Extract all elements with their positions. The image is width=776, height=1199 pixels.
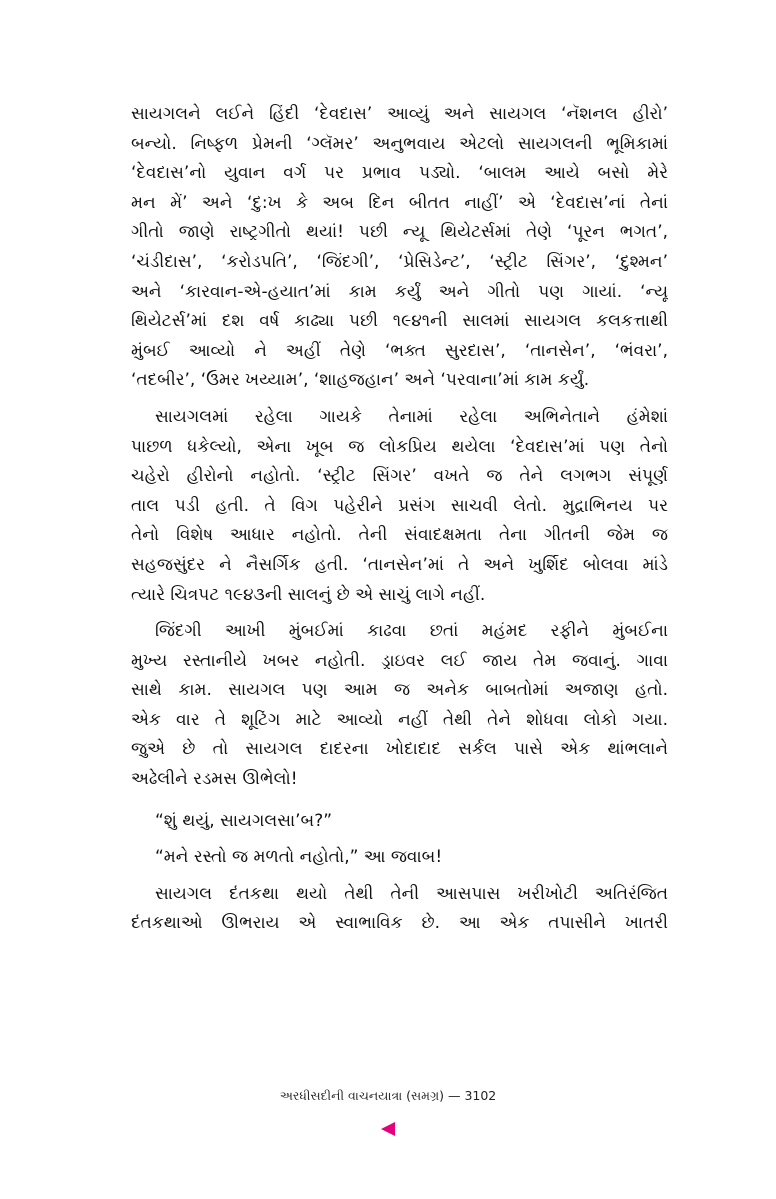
paragraph-gap bbox=[131, 873, 668, 880]
paragraph-gap bbox=[131, 836, 668, 843]
paragraph-2 bbox=[131, 403, 668, 610]
text-line: બન્યો. નિષ્ફળ પ્રેમની ‘ગ્લૅમર’ અનુભવાય એટલો સાયગલની ભૂમિકામાં bbox=[131, 133, 668, 154]
previous-page-triangle-icon[interactable] bbox=[381, 1122, 395, 1136]
text-line: સાયગલ દંતકથા થયો તેથી તેની આસપાસ ખરીખોટી અતિરંજિત bbox=[155, 883, 668, 904]
text-line: એક વાર તે શૂટિંગ માટે આવ્યો નહીં તેથી તેને શોધવા લોકો ગયા. bbox=[131, 709, 668, 730]
paragraph-gap bbox=[131, 610, 668, 617]
text-line: મન મેં’ અને ‘દુ:ખ કે અબ દિન બીતત નાહીં’ એ ‘દેવદાસ’નાં તેનાં bbox=[131, 192, 668, 213]
text-line: જુએ છે તો સાયગલ દાદરના ખોદાદાદ સર્કલ પાસે એક થાંભલાને bbox=[131, 739, 668, 760]
text-line: ‘ચંડીદાસ’, ‘કરોડપતિ’, ‘જિંદગી’, ‘પ્રેસિડેન્ટ’, ‘સ્ટ્રીટ સિંગર’, ‘દુશ્મન’ bbox=[131, 251, 668, 272]
text-line: ત્યારે ચિત્રપટ ૧૯૪૩ની સાલનું છે એ સાચું લાગે નહીં. bbox=[131, 584, 486, 605]
text-line: સાથે કામ. સાયગલ પણ આમ જ અનેક બાબતોમાં અજાણ હતો. bbox=[131, 680, 668, 701]
dialog-line: “શું થયું, સાયગલસા’બ?” bbox=[155, 810, 333, 831]
paragraph-gap bbox=[131, 795, 668, 807]
text-line: થિયેટર્સ’માં દશ વર્ષ કાઢ્યા પછી ૧૯૪૧ની સાલમાં સાયગલ કલકત્તાથી bbox=[131, 311, 668, 332]
text-line: અઢેલીને રડમસ ઊભેલો! bbox=[131, 769, 298, 790]
text-line: દંતકથાઓ ઊભરાય એ સ્વાભાવિક છે. આ એક તપાસીને ખાતરી bbox=[131, 913, 668, 934]
body-text bbox=[131, 100, 668, 939]
text-line: મુંબઈ આવ્યો ને અહીં તેણે ‘ભક્ત સુરદાસ’, ‘તાનસેન’, ‘ભંવરા’, bbox=[131, 340, 668, 361]
text-line: મુખ્ય રસ્તાનીયે ખબર નહોતી. ડ્રાઇવર લઈ જાય તેમ જવાનું. ગાવા bbox=[131, 650, 668, 671]
text-line: સહજસુંદર ને નૈસર્ગિક હતી. ‘તાનસેન’માં તે અને ખુર્શિદ બોલવા માંડે bbox=[131, 554, 668, 575]
text-line: ચહેરો હીરોનો નહોતો. ‘સ્ટ્રીટ સિંગર’ વખતે જ તેને લગભગ સંપૂર્ણ bbox=[131, 466, 668, 487]
paragraph-gap bbox=[131, 396, 668, 403]
text-line: ગીતો જાણે રાષ્ટ્રગીતો થયાં! પછી ન્યૂ થિયેટર્સમાં તેણે ‘પૂરન ભગત’, bbox=[131, 222, 668, 243]
text-line: સાયગલને લઈને હિંદી ‘દેવદાસ’ આવ્યું અને સાયગલ ‘નૅશનલ હીરો’ bbox=[131, 104, 668, 124]
text-line: પાછળ ધકેલ્યો, એના ખૂબ જ લોકપ્રિય થયેલા ‘દેવદાસ’માં પણ તેનો bbox=[131, 436, 668, 457]
text-line: ‘તદબીર’, ‘ઉમર ખય્યામ’, ‘શાહજહાન’ અને ‘પરવાના’માં કામ કર્યું. bbox=[131, 370, 590, 391]
page-footer: અરધીસદીની વાચનયાત્રા (સમગ્ર) — 3102 bbox=[279, 1088, 497, 1103]
paragraph-3 bbox=[131, 617, 668, 795]
text-line: તાલ પડી હતી. તે વિગ પહેરીને પ્રસંગ સાચવી લેતો. મુદ્રાભિનય પર bbox=[131, 495, 668, 516]
text-line: જિંદગી આખી મુંબઈમાં કાઢવા છતાં મહંમદ રફીને મુંબઈના bbox=[155, 621, 668, 642]
text-line: તેનો વિશેષ આધાર નહોતો. તેની સંવાદક્ષમતા તેના ગીતની જેમ જ bbox=[131, 525, 668, 546]
text-line: ‘દેવદાસ’નો યુવાન વર્ગ પર પ્રભાવ પડ્યો. ‘બાલમ આયે બસો મેરે bbox=[131, 163, 668, 184]
text-line: સાયગલમાં રહેલા ગાયકે તેનામાં રહેલા અભિનેતાને હંમેશાં bbox=[155, 406, 668, 427]
paragraph-4 bbox=[131, 880, 668, 939]
dialog-line: “મને રસ્તો જ મળતો નહોતો,” આ જવાબ! bbox=[155, 847, 443, 868]
text-line: અને ‘કારવાન-એ-હયાત’માં કામ કર્યું અને ગીતો પણ ગાયાં. ‘ન્યૂ bbox=[131, 281, 668, 302]
paragraph-1 bbox=[131, 100, 668, 396]
